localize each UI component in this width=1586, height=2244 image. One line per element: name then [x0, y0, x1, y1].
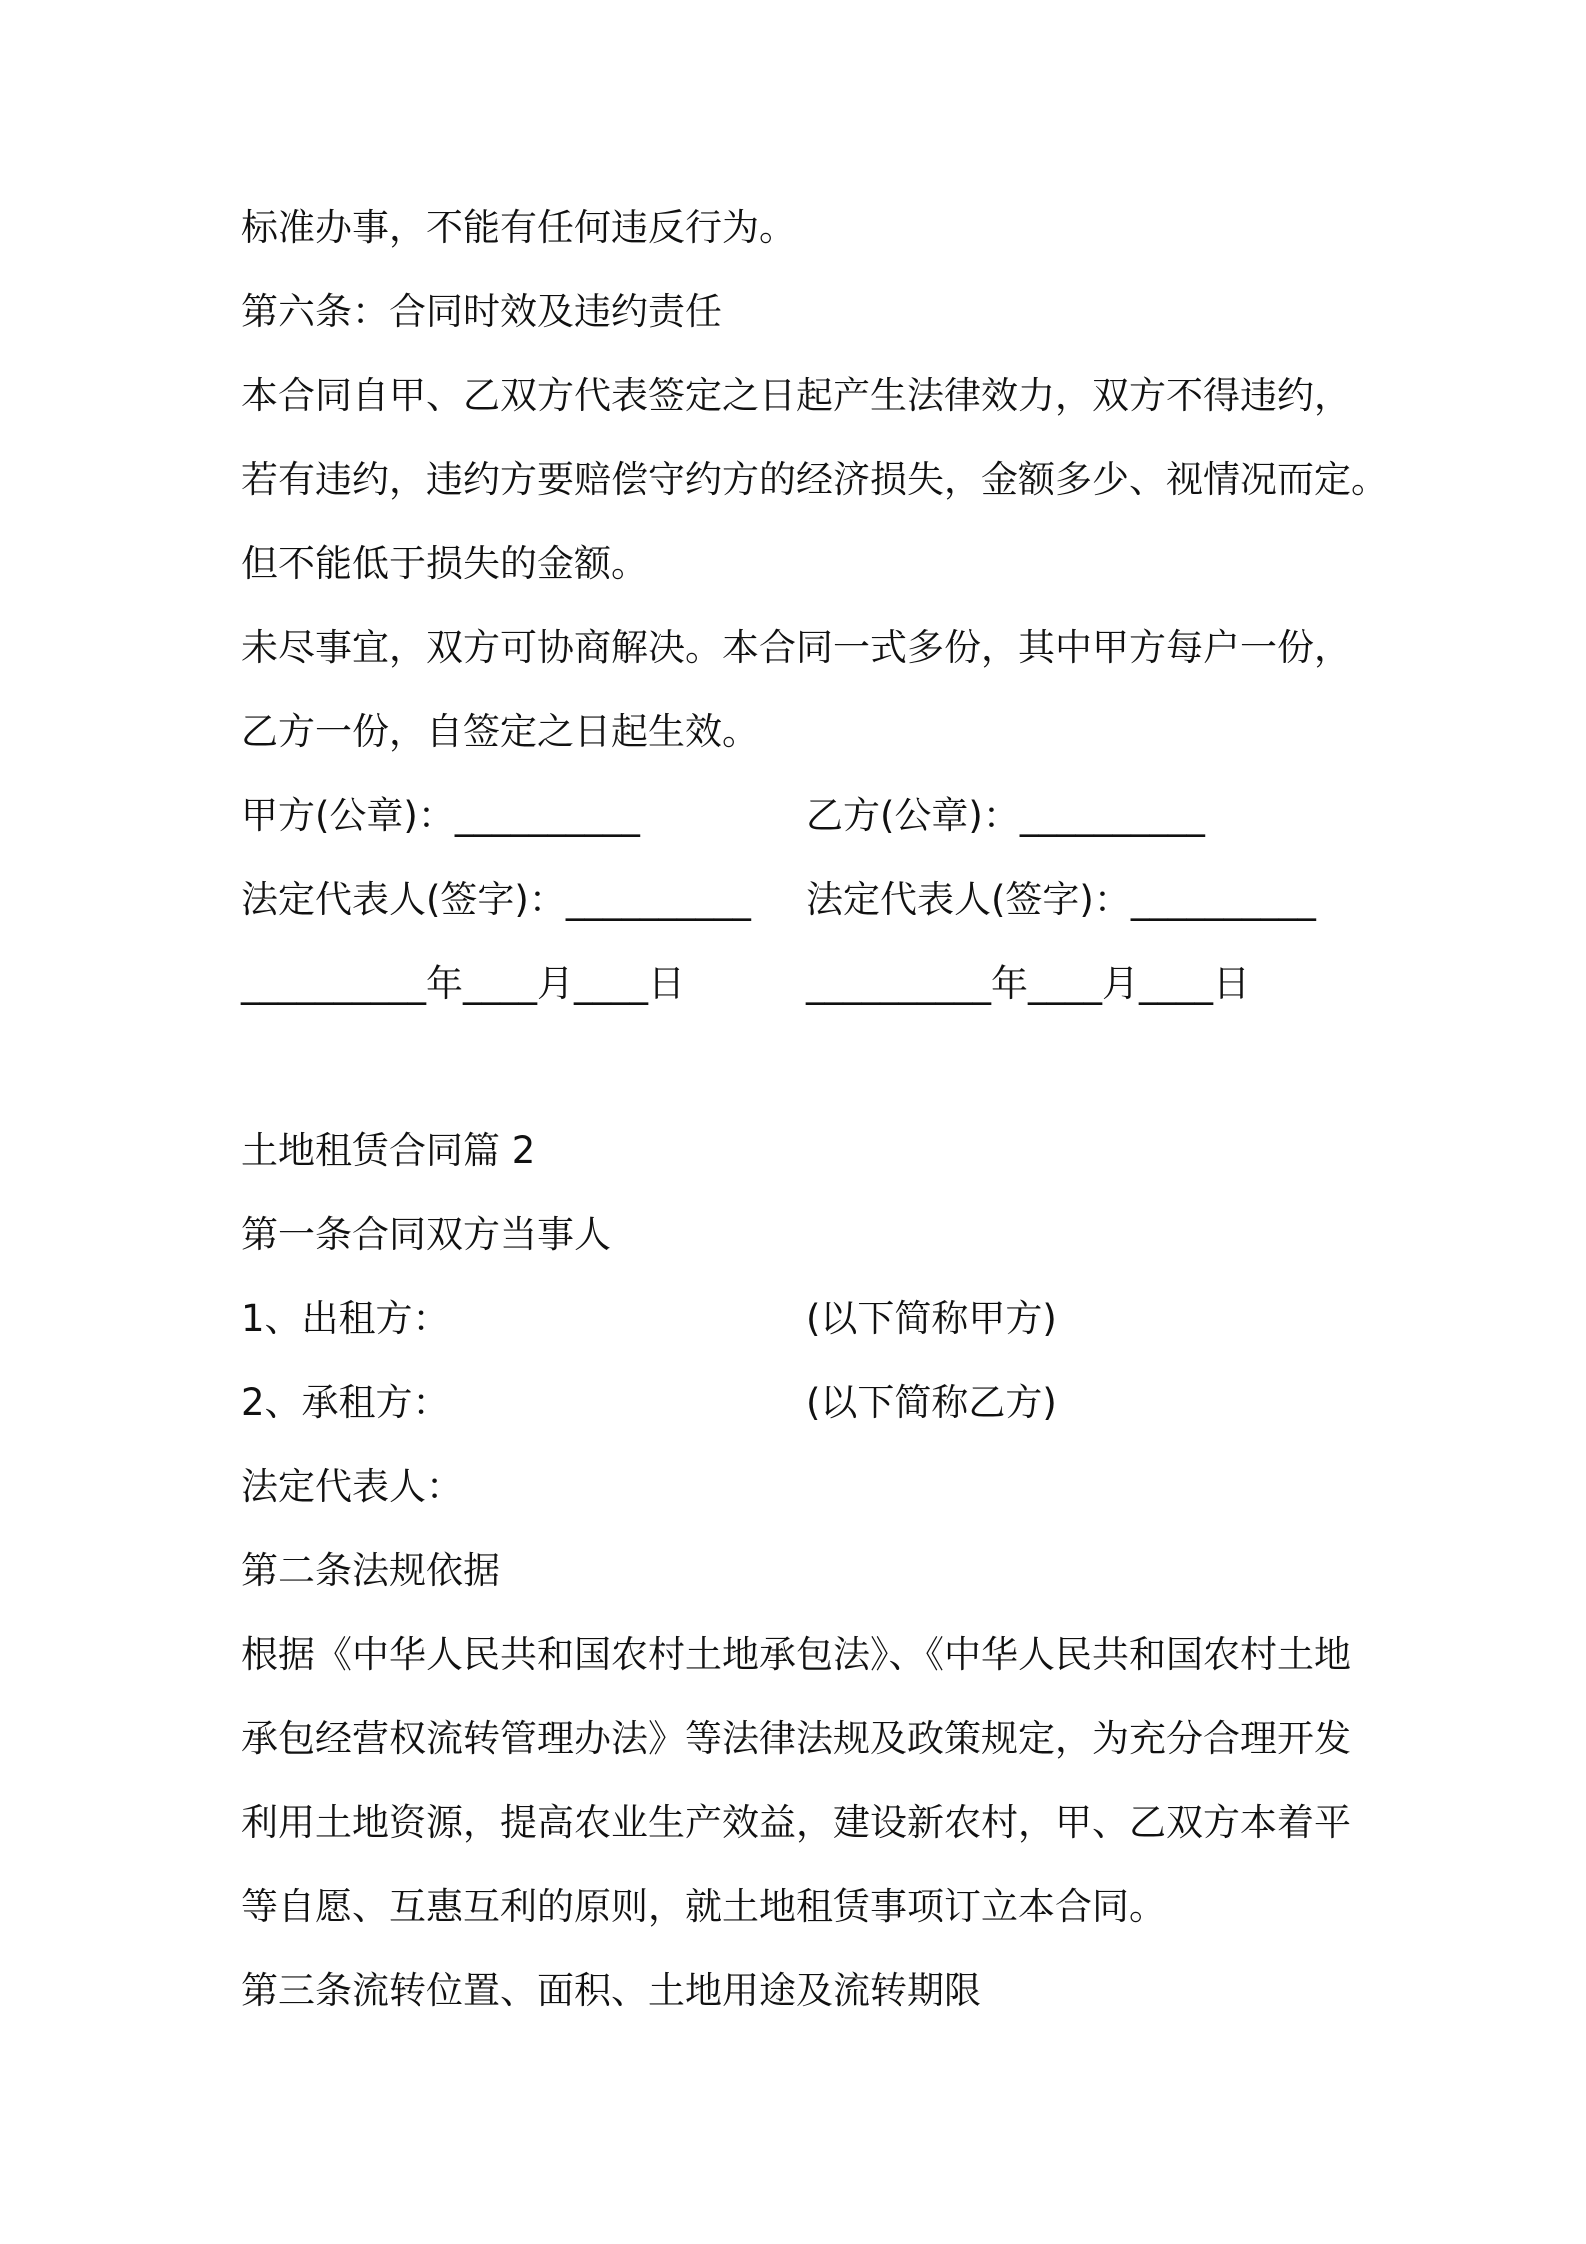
- paragraph-line: 本合同自甲、乙双方代表签定之日起产生法律效力，双方不得违约，: [241, 374, 1351, 417]
- paragraph-line: 根据《中华人民共和国农村土地承包法》、《中华人民共和国农村土地: [241, 1633, 1351, 1676]
- paragraph-line: 若有违约，违约方要赔偿守约方的经济损失，金额多少、视情况而定。: [241, 458, 1388, 501]
- paragraph-line: 未尽事宜，双方可协商解决。本合同一式多份，其中甲方每户一份，: [241, 626, 1351, 669]
- paragraph-line: 乙方一份，自签定之日起生效。: [241, 710, 759, 753]
- paragraph-line: 但不能低于损失的金额。: [241, 542, 648, 585]
- lessor-label: 1、出租方：: [241, 1297, 450, 1340]
- lessee-alias: (以下简称乙方): [806, 1381, 1057, 1424]
- paragraph-line: 等自愿、互惠互利的原则，就土地租赁事项订立本合同。: [241, 1885, 1166, 1928]
- paragraph-line: 标准办事，不能有任何违反行为。: [241, 206, 796, 249]
- lessee-label: 2、承租方：: [241, 1381, 450, 1424]
- article-heading: 第二条法规依据: [241, 1549, 500, 1592]
- lessor-alias: (以下简称甲方): [806, 1297, 1057, 1340]
- article-heading: 第六条：合同时效及违约责任: [241, 290, 722, 333]
- paragraph-line: 利用土地资源，提高农业生产效益，建设新农村，甲、乙双方本着平: [241, 1801, 1351, 1844]
- article-heading: 第三条流转位置、面积、土地用途及流转期限: [241, 1969, 981, 2012]
- article-heading: 第一条合同双方当事人: [241, 1213, 611, 1256]
- legal-representative-label: 法定代表人：: [241, 1465, 463, 1508]
- section-title: 土地租赁合同篇 2: [241, 1129, 536, 1172]
- party-a-representative-field: 法定代表人(签字)：__________: [241, 878, 751, 921]
- party-b-date-field: __________年____月____日: [806, 962, 1250, 1005]
- party-b-representative-field: 法定代表人(签字)：__________: [806, 878, 1316, 921]
- party-a-date-field: __________年____月____日: [241, 962, 685, 1005]
- party-a-seal-field: 甲方(公章)：__________: [241, 794, 640, 837]
- paragraph-line: 承包经营权流转管理办法》等法律法规及政策规定，为充分合理开发: [241, 1717, 1351, 1760]
- party-b-seal-field: 乙方(公章)：__________: [806, 794, 1205, 837]
